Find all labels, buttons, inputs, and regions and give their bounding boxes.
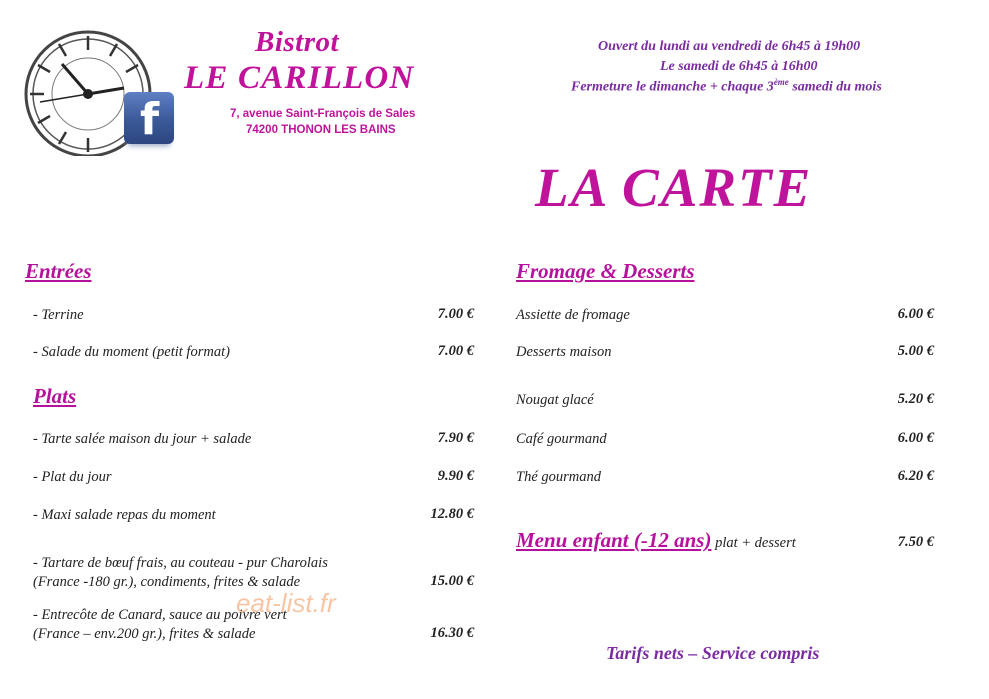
menu-item-price: 7.00 € bbox=[437, 306, 474, 322]
menu-item-price: 15.00 € bbox=[430, 573, 474, 589]
menu-item-price: 12.80 € bbox=[430, 506, 474, 522]
section-title-entrees: Entrées bbox=[25, 259, 92, 283]
hours-closing-post: samedi du mois bbox=[788, 79, 882, 95]
menu-item-price: 6.20 € bbox=[897, 468, 934, 484]
section-title-desserts: Fromage & Desserts bbox=[516, 259, 695, 283]
menu-item-price: 6.00 € bbox=[897, 430, 934, 446]
section-title-plats: Plats bbox=[33, 384, 77, 408]
menu-item-name: Nougat glacé bbox=[516, 392, 594, 408]
menu-item-name: Assiette de fromage bbox=[516, 307, 630, 323]
menu-item-price: 7.00 € bbox=[437, 343, 474, 359]
tarifs-note: Tarifs nets – Service compris bbox=[606, 643, 820, 663]
hours-closing-pre: Fermeture le dimanche + chaque 3 bbox=[571, 79, 774, 95]
menu-item-price: 5.20 € bbox=[897, 391, 934, 407]
address-line1: 7, avenue Saint-François de Sales bbox=[230, 108, 416, 120]
facebook-letter: f bbox=[140, 94, 160, 145]
menu-enfant bbox=[516, 528, 796, 553]
menu-item-name-line1: - Tartare de bœuf frais, au couteau - pur Charolais bbox=[33, 555, 328, 571]
hours-closing bbox=[571, 77, 882, 96]
menu-enfant-note: plat + dessert bbox=[711, 535, 796, 551]
section-title-menu-enfant: Menu enfant (-12 ans) bbox=[516, 528, 712, 552]
menu-item-name-line2: (France – env.200 gr.), frites & salade bbox=[33, 626, 256, 642]
menu-item-price: 9.90 € bbox=[437, 468, 474, 484]
menu-item-name-line2: (France -180 gr.), condiments, frites & salade bbox=[33, 574, 301, 590]
menu-item-price: 6.00 € bbox=[897, 306, 934, 322]
hours-saturday: Le samedi de 6h45 à 16h00 bbox=[660, 59, 818, 74]
brand-line1: Bistrot bbox=[255, 26, 340, 58]
menu-item-price: 16.30 € bbox=[430, 625, 474, 641]
menu-enfant-price: 7.50 € bbox=[897, 534, 934, 550]
menu-item-name: Café gourmand bbox=[516, 431, 607, 447]
hours-closing-sup: ème bbox=[773, 77, 789, 87]
menu-item-name: - Maxi salade repas du moment bbox=[33, 507, 216, 523]
menu-item-price: 5.00 € bbox=[897, 343, 934, 359]
menu-item-name-line1: - Entrecôte de Canard, sauce au poivre vert bbox=[33, 607, 287, 623]
hours-weekday: Ouvert du lundi au vendredi de 6h45 à 19h00 bbox=[598, 39, 861, 54]
address-line2: 74200 THONON LES BAINS bbox=[246, 124, 396, 136]
menu-title: LA CARTE bbox=[535, 157, 813, 218]
menu-item-name: - Plat du jour bbox=[33, 469, 112, 485]
menu-item-name: - Tarte salée maison du jour + salade bbox=[33, 431, 252, 447]
menu-item-price: 7.90 € bbox=[437, 430, 474, 446]
menu-item-name: - Salade du moment (petit format) bbox=[33, 344, 230, 360]
menu-item-name: Desserts maison bbox=[516, 344, 612, 360]
brand-name: LE CARILLON bbox=[184, 60, 415, 96]
facebook-icon[interactable] bbox=[124, 92, 174, 144]
menu-item-name: Thé gourmand bbox=[516, 469, 601, 485]
menu-item-name: - Terrine bbox=[33, 307, 84, 323]
watermark: eat-list.fr bbox=[236, 588, 336, 618]
